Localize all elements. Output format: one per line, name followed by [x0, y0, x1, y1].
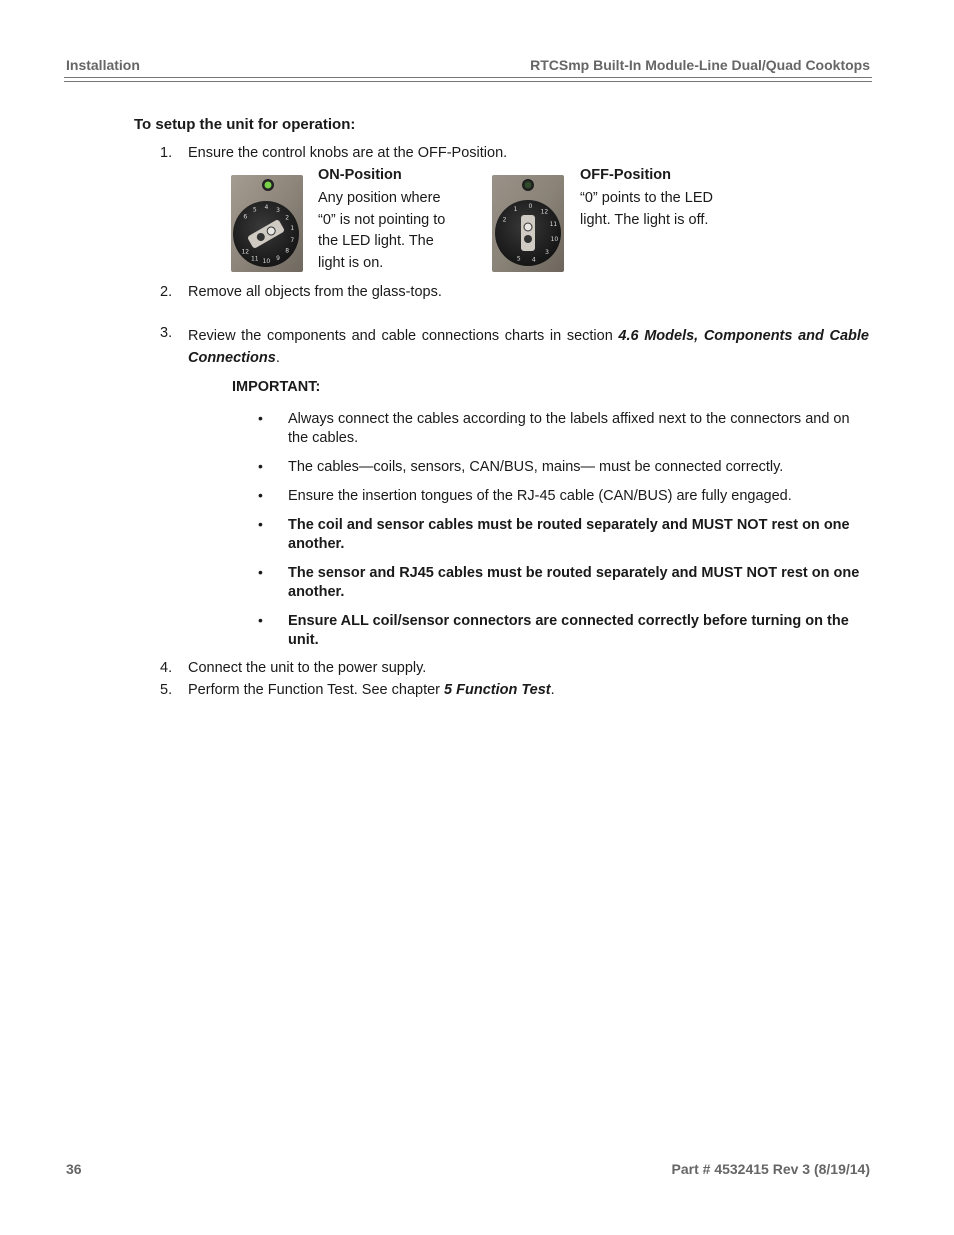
section-reference: 4.6 Models, Components and Cable Connections	[188, 328, 869, 366]
step-text-lead: Perform the Function Test. See chapter	[188, 682, 445, 698]
bullet-glyph: •	[258, 458, 263, 474]
knob-off-photo	[492, 175, 564, 272]
knob-on-image	[231, 175, 303, 272]
dial-number: 1	[290, 225, 295, 233]
dial-number: 12	[241, 248, 250, 256]
important-bullet-text: The coil and sensor cables must be routed separately and MUST NOT rest on one another.	[288, 517, 850, 552]
dial-number: 3	[545, 249, 550, 257]
dial-number: 1	[513, 206, 518, 214]
bullet-glyph: •	[258, 516, 263, 532]
bullet-glyph: •	[258, 564, 263, 580]
step-text-tail: .	[550, 682, 555, 698]
step-text-tail: .	[275, 350, 280, 366]
knob-on-line: “0” is not pointing to	[318, 211, 446, 228]
header-rule	[64, 77, 872, 78]
step-number: 1.	[160, 145, 173, 161]
knob-on-line: Any position where	[318, 190, 441, 206]
knob-on-photo	[231, 175, 303, 272]
knob-on-title: ON-Position	[318, 167, 402, 183]
dial-number: 0	[528, 203, 533, 211]
step-text: Connect the unit to the power supply.	[188, 660, 427, 676]
important-label: IMPORTANT:	[232, 379, 321, 395]
header-rule-secondary	[64, 81, 872, 82]
header-section-label: Installation	[66, 57, 140, 73]
dial-number: 8	[285, 247, 290, 255]
knob-off-description	[580, 188, 713, 231]
dial-number: 10	[550, 235, 559, 243]
bullet-glyph: •	[258, 410, 263, 426]
chapter-reference: 5 Function Test	[444, 682, 551, 698]
dial-number: 9	[276, 255, 280, 263]
step-number: 5.	[160, 682, 173, 698]
step-text: Ensure the control knobs are at the OFF-Position.	[188, 145, 508, 161]
knob-off-line: light. The light is off.	[580, 211, 709, 228]
page-number: 36	[66, 1161, 82, 1177]
bullet-glyph: •	[258, 487, 263, 503]
step-number: 2.	[160, 284, 173, 300]
dial-number: 3	[276, 206, 280, 214]
dial-number: 10	[262, 258, 271, 265]
dial-number: 12	[540, 208, 549, 216]
step-number: 3.	[160, 325, 173, 341]
step-number: 4.	[160, 660, 173, 676]
knob-off-title: OFF-Position	[580, 167, 672, 183]
dial-number: 4	[531, 256, 536, 264]
important-bullet-text: Ensure the insertion tongues of the RJ-45 cable (CAN/BUS) are fully engaged.	[288, 488, 792, 504]
knob-off-line: “0” points to the LED	[580, 190, 713, 206]
dial-number: 2	[502, 216, 507, 224]
step-text-lead: Review the components and cable connections charts in section	[188, 328, 619, 344]
dial-number: 5	[252, 206, 257, 214]
section-title: To setup the unit for operation:	[134, 116, 356, 133]
dial-number: 6	[243, 213, 248, 221]
dial-number: 2	[285, 214, 290, 222]
important-bullet-text: Ensure ALL coil/sensor connectors are connected correctly before turning on the unit.	[288, 613, 849, 648]
dial-number: 11	[250, 255, 259, 263]
bullet-glyph: •	[258, 612, 263, 628]
knob-on-description	[318, 188, 445, 274]
step-text	[188, 325, 869, 369]
step-text: Remove all objects from the glass-tops.	[188, 284, 442, 300]
knob-on-line: light is on.	[318, 254, 384, 271]
led-light	[525, 182, 532, 189]
knob-off-image	[492, 175, 564, 272]
important-bullet-text: The cables—coils, sensors, CAN/BUS, mains— must be connected correctly.	[288, 459, 784, 475]
important-bullet-text: Always connect the cables according to the labels affixed next to the connectors and on the cables.	[288, 411, 850, 446]
knob-on-line: the LED light. The	[318, 233, 434, 249]
dial-number: 7	[290, 236, 295, 244]
led-light	[265, 182, 272, 189]
part-number: Part # 4532415 Rev 3 (8/19/14)	[671, 1161, 870, 1177]
step-text	[188, 682, 555, 698]
important-bullet-text: The sensor and RJ45 cables must be routed separately and MUST NOT rest on one another.	[288, 565, 860, 600]
dial-number: 4	[264, 204, 269, 211]
dial-number: 5	[516, 255, 521, 263]
dial-number: 11	[549, 220, 558, 228]
header-document-title: RTCSmp Built-In Module-Line Dual/Quad Cooktops	[530, 57, 870, 73]
